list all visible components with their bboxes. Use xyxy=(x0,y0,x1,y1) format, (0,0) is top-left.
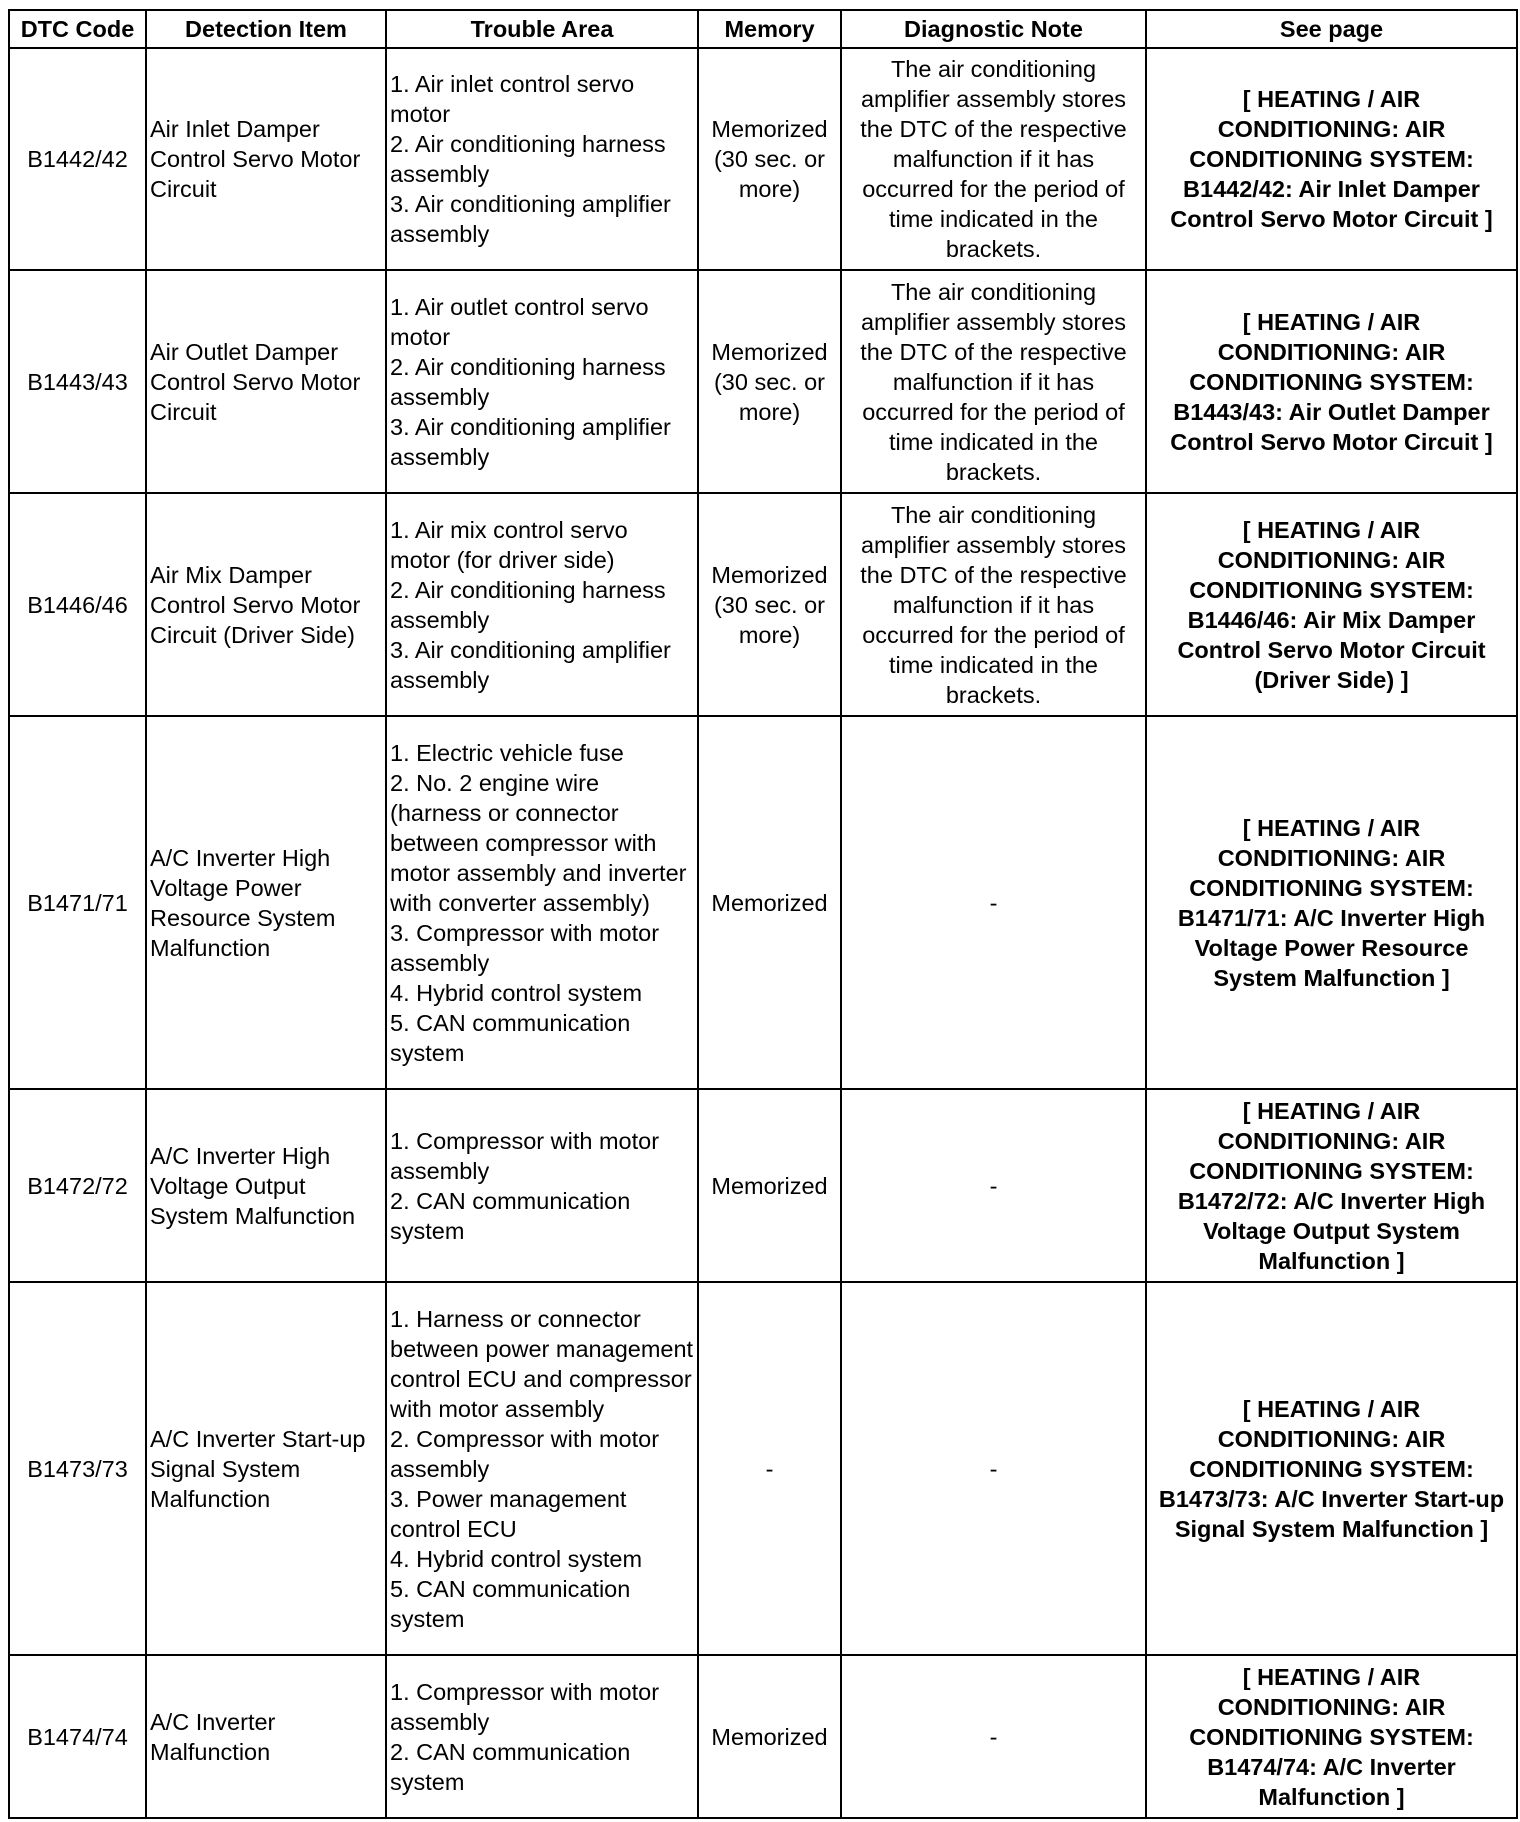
trouble-area-line: 2. No. 2 engine wire (harness or connector between compressor with motor assembly and inverter with converter assembly) xyxy=(390,769,687,916)
see-page-reference[interactable]: [ HEATING / AIR CONDITIONING: AIR CONDITIONING SYSTEM: B1472/72: A/C Inverter High Voltage Output System Malfunction ] xyxy=(1146,1089,1517,1282)
trouble-area-line: 3. Air conditioning amplifier assembly xyxy=(390,413,671,470)
dtc-code-cell: B1473/73 xyxy=(9,1282,146,1655)
trouble-area-line: 1. Electric vehicle fuse xyxy=(390,739,624,766)
see-page-reference[interactable]: [ HEATING / AIR CONDITIONING: AIR CONDITIONING SYSTEM: B1471/71: A/C Inverter High Voltage Power Resource System Malfunction ] xyxy=(1146,716,1517,1089)
header-detection-item: Detection Item xyxy=(146,10,386,48)
header-see-page: See page xyxy=(1146,10,1517,48)
dtc-code-cell: B1446/46 xyxy=(9,493,146,716)
see-page-reference[interactable]: [ HEATING / AIR CONDITIONING: AIR CONDITIONING SYSTEM: B1474/74: A/C Inverter Malfunction ] xyxy=(1146,1655,1517,1818)
trouble-area-cell xyxy=(386,270,698,493)
trouble-area-cell xyxy=(386,716,698,1089)
trouble-area-line: 3. Air conditioning amplifier assembly xyxy=(390,191,671,247)
table-row xyxy=(9,270,1517,493)
dtc-code-cell: B1471/71 xyxy=(9,716,146,1089)
trouble-area-cell xyxy=(386,1089,698,1282)
trouble-area-line: 2. Air conditioning harness assembly xyxy=(390,576,666,633)
header-memory: Memory xyxy=(698,10,841,48)
diagnostic-note-cell: The air conditioning amplifier assembly stores the DTC of the respective malfunction if it has occurred for the period of time indicated in the brackets. xyxy=(841,270,1146,493)
dtc-table xyxy=(8,9,1518,1819)
trouble-area-line: 1. Compressor with motor assembly xyxy=(390,1127,660,1184)
table-row xyxy=(9,493,1517,716)
detection-item-cell: A/C Inverter Malfunction xyxy=(146,1655,386,1818)
diagnostic-note-cell: - xyxy=(841,1655,1146,1818)
memory-cell: Memorized xyxy=(698,716,841,1089)
trouble-area-line: 5. CAN communication system xyxy=(390,1575,631,1632)
memory-cell: Memorized xyxy=(698,1089,841,1282)
diagnostic-note-cell: - xyxy=(841,716,1146,1089)
detection-item-cell: Air Outlet Damper Control Servo Motor Circuit xyxy=(146,270,386,493)
trouble-area-line: 2. CAN communication system xyxy=(390,1187,631,1244)
trouble-area-line: 1. Air inlet control servo motor xyxy=(390,71,635,127)
memory-cell: Memorized (30 sec. or more) xyxy=(698,493,841,716)
detection-item-cell: Air Mix Damper Control Servo Motor Circuit (Driver Side) xyxy=(146,493,386,716)
memory-cell: Memorized (30 sec. or more) xyxy=(698,48,841,270)
diagnostic-note-cell: The air conditioning amplifier assembly stores the DTC of the respective malfunction if it has occurred for the period of time indicated in the brackets. xyxy=(841,48,1146,270)
see-page-reference[interactable]: [ HEATING / AIR CONDITIONING: AIR CONDITIONING SYSTEM: B1473/73: A/C Inverter Start-up Signal System Malfunction ] xyxy=(1146,1282,1517,1655)
see-page-reference[interactable]: [ HEATING / AIR CONDITIONING: AIR CONDITIONING SYSTEM: B1446/46: Air Mix Damper Control Servo Motor Circuit (Driver Side) ] xyxy=(1146,493,1517,716)
table-row xyxy=(9,1089,1517,1282)
trouble-area-line: 4. Hybrid control system xyxy=(390,1545,643,1572)
trouble-area-line: 2. Air conditioning harness assembly xyxy=(390,131,666,187)
diagnostic-note-cell: The air conditioning amplifier assembly stores the DTC of the respective malfunction if it has occurred for the period of time indicated in the brackets. xyxy=(841,493,1146,716)
memory-cell: Memorized xyxy=(698,1655,841,1818)
trouble-area-line: 3. Air conditioning amplifier assembly xyxy=(390,636,671,693)
trouble-area-line: 3. Compressor with motor assembly xyxy=(390,919,660,976)
trouble-area-cell xyxy=(386,1282,698,1655)
trouble-area-line: 2. Air conditioning harness assembly xyxy=(390,353,666,410)
trouble-area-cell xyxy=(386,493,698,716)
trouble-area-line: 2. Compressor with motor assembly xyxy=(390,1425,660,1482)
dtc-code-cell: B1472/72 xyxy=(9,1089,146,1282)
trouble-area-line: 5. CAN communication system xyxy=(390,1009,631,1066)
detection-item-cell: A/C Inverter Start-up Signal System Malfunction xyxy=(146,1282,386,1655)
trouble-area-cell xyxy=(386,48,698,270)
detection-item-cell: Air Inlet Damper Control Servo Motor Circuit xyxy=(146,48,386,270)
see-page-reference[interactable]: [ HEATING / AIR CONDITIONING: AIR CONDITIONING SYSTEM: B1442/42: Air Inlet Damper Control Servo Motor Circuit ] xyxy=(1146,48,1517,270)
memory-cell: - xyxy=(698,1282,841,1655)
dtc-code-cell: B1474/74 xyxy=(9,1655,146,1818)
table-row xyxy=(9,1655,1517,1818)
table-header-row xyxy=(9,10,1517,48)
trouble-area-line: 1. Harness or connector between power management control ECU and compressor with motor assembly xyxy=(390,1305,694,1422)
header-trouble-area: Trouble Area xyxy=(386,10,698,48)
diagnostic-note-cell: - xyxy=(841,1089,1146,1282)
memory-cell: Memorized (30 sec. or more) xyxy=(698,270,841,493)
header-diagnostic-note: Diagnostic Note xyxy=(841,10,1146,48)
trouble-area-cell xyxy=(386,1655,698,1818)
dtc-code-cell: B1442/42 xyxy=(9,48,146,270)
table-row xyxy=(9,48,1517,270)
header-dtc-code: DTC Code xyxy=(9,10,146,48)
trouble-area-line: 1. Compressor with motor assembly xyxy=(390,1678,660,1735)
dtc-code-cell: B1443/43 xyxy=(9,270,146,493)
trouble-area-line: 1. Air mix control servo motor (for driver side) xyxy=(390,516,628,573)
trouble-area-line: 1. Air outlet control servo motor xyxy=(390,293,649,350)
diagnostic-note-cell: - xyxy=(841,1282,1146,1655)
detection-item-cell: A/C Inverter High Voltage Output System Malfunction xyxy=(146,1089,386,1282)
table-row xyxy=(9,1282,1517,1655)
trouble-area-line: 3. Power management control ECU xyxy=(390,1485,627,1542)
detection-item-cell: A/C Inverter High Voltage Power Resource System Malfunction xyxy=(146,716,386,1089)
see-page-reference[interactable]: [ HEATING / AIR CONDITIONING: AIR CONDITIONING SYSTEM: B1443/43: Air Outlet Damper Control Servo Motor Circuit ] xyxy=(1146,270,1517,493)
table-row xyxy=(9,716,1517,1089)
trouble-area-line: 4. Hybrid control system xyxy=(390,979,643,1006)
trouble-area-line: 2. CAN communication system xyxy=(390,1738,631,1795)
